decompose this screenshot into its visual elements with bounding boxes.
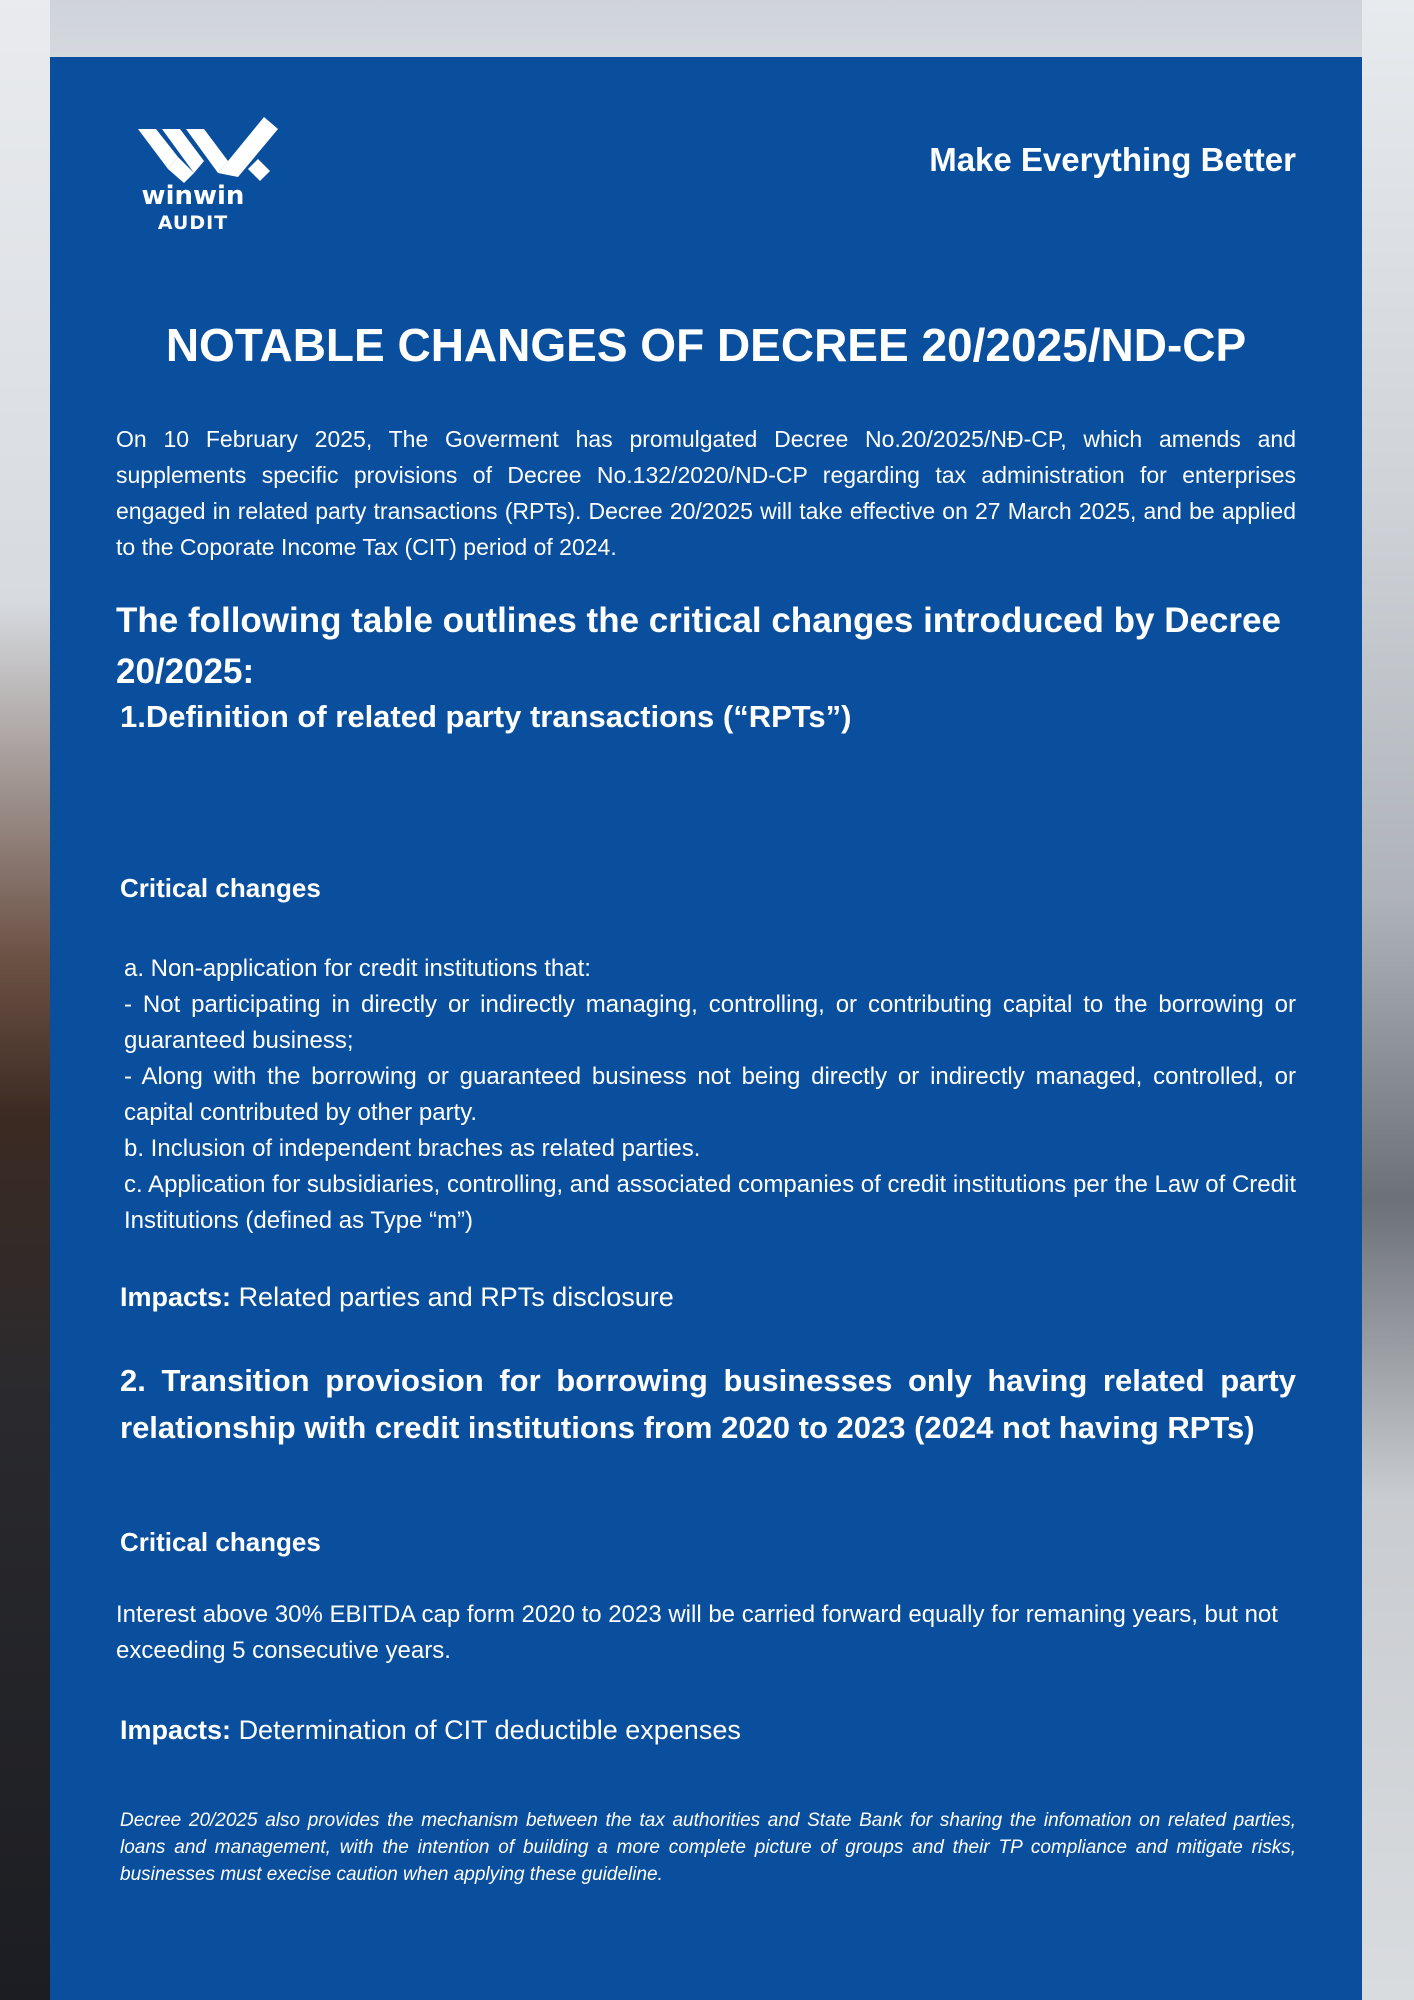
section1-line: - Along with the borrowing or guaranteed business not being directly or indirectly managed, controlled, or capital contributed by other party. <box>124 1063 1296 1126</box>
page-title: NOTABLE CHANGES OF DECREE 20/2025/ND-CP <box>165 319 1247 371</box>
section1-line: - Not participating in directly or indirectly managing, controlling, or contributing capital to the borrowing or guaranteed business; <box>124 991 1296 1054</box>
section1-heading: 1.Definition of related party transactions (“RPTs”) <box>120 699 852 734</box>
background-photo-right <box>1362 0 1414 2000</box>
section2-impacts <box>120 1712 741 1748</box>
section2-heading: 2. Transition proviosion for borrowing businesses only having related party relationship with credit institutions from 2020 to 2023 (2024 not having RPTs) <box>120 1363 1296 1445</box>
section2-impacts-text: Determination of CIT deductible expenses <box>238 1715 741 1745</box>
section2-critical-label: Critical changes <box>120 1527 321 1557</box>
section1-impacts-label: Impacts: <box>120 1282 232 1312</box>
section1-impacts-text: Related parties and RPTs disclosure <box>238 1282 674 1312</box>
background-photo-left <box>0 0 50 2000</box>
section1-line: b. Inclusion of independent braches as related parties. <box>124 1135 701 1162</box>
intro-paragraph: On 10 February 2025, The Goverment has promulgated Decree No.20/2025/NĐ-CP, which amends and supplements specific provisions of Decree No.132/2020/ND-CP regarding tax administration for enterprises engaged in related party transactions (RPTs). Decree 20/2025 will take effective on 27 March 2025, and be applied to the Coporate Income Tax (CIT) period of 2024. <box>116 426 1296 560</box>
section1-line: c. Application for subsidiaries, controlling, and associated companies of credit institutions per the Law of Credit Institutions (defined as Type “m”) <box>124 1171 1296 1234</box>
section2-body: Interest above 30% EBITDA cap form 2020 to 2023 will be carried forward equally for remaning years, but not exceeding 5 consecutive years. <box>116 1601 1278 1664</box>
section1-line: a. Non-application for credit institutions that: <box>124 955 591 982</box>
section1-body <box>124 951 1296 1239</box>
closing-note: Decree 20/2025 also provides the mechanism between the tax authorities and State Bank for sharing the infomation on related parties, loans and management, with the intention of building a more complete picture of groups and their TP compliance and mitigate risks, businesses must execise caution when applying these guideline. <box>120 1810 1296 1885</box>
section2-impacts-label: Impacts: <box>120 1715 232 1745</box>
tagline: Make Everything Better <box>929 141 1296 178</box>
section1-impacts <box>120 1279 674 1315</box>
brand-sub: AUDIT <box>157 212 229 234</box>
section1-critical-label: Critical changes <box>120 873 321 903</box>
brand-name: winwin <box>141 181 245 211</box>
table-heading: The following table outlines the critical changes introduced by Decree 20/2025: <box>116 601 1281 691</box>
content-panel <box>50 57 1362 2000</box>
